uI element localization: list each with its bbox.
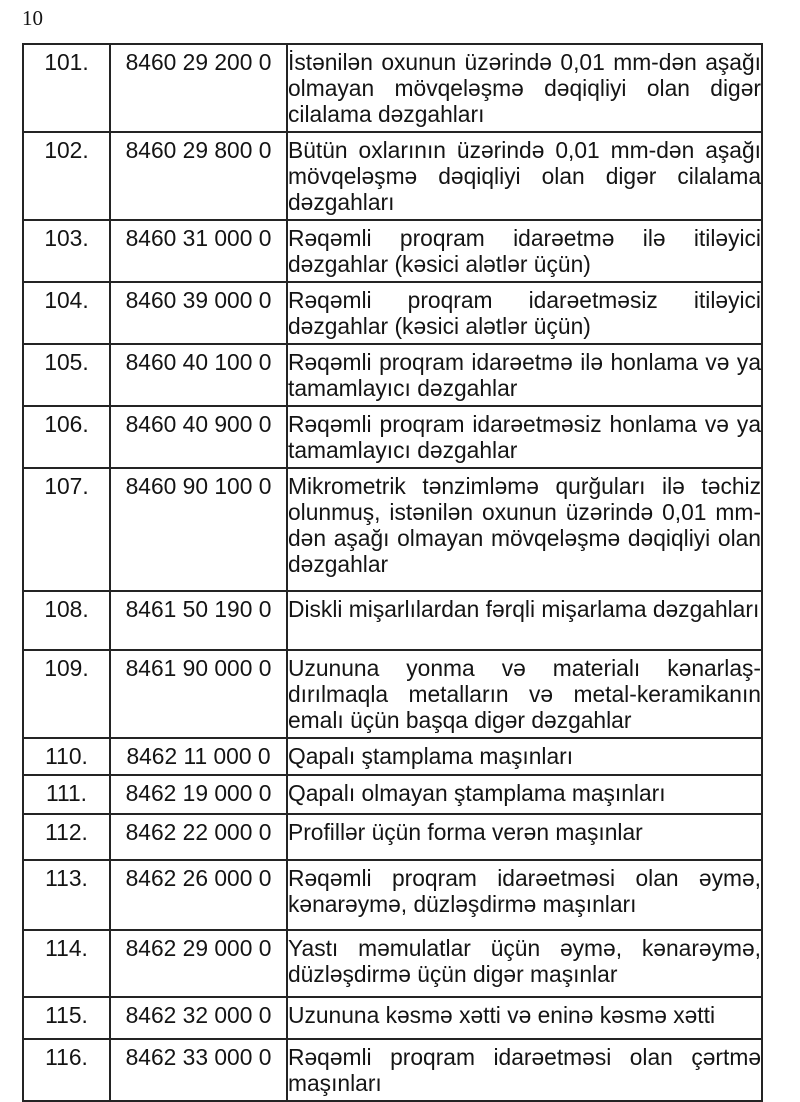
table-row bbox=[23, 650, 762, 738]
row-number-cell: 112. bbox=[23, 814, 110, 860]
row-number-cell: 114. bbox=[23, 930, 110, 997]
commodity-code-cell: 8460 31 000 0 bbox=[110, 220, 287, 282]
commodity-code-cell: 8460 40 900 0 bbox=[110, 406, 287, 468]
commodity-code-cell: 8462 29 000 0 bbox=[110, 930, 287, 997]
description-cell: İstənilən oxunun üzərində 0,01 mm-dən aşağı olmayan mövqeləşmə dəqiqliyi olan digər cilalama dəzgahları bbox=[287, 44, 762, 132]
description-cell: Diskli mişarlılardan fərqli mişarlama dəzgahları bbox=[287, 591, 762, 650]
description-cell: Uzununa kəsmə xətti və eninə kəsmə xətti bbox=[287, 997, 762, 1039]
row-number-cell: 105. bbox=[23, 344, 110, 406]
row-number-cell: 107. bbox=[23, 468, 110, 591]
table-row bbox=[23, 406, 762, 468]
commodity-code-cell: 8462 11 000 0 bbox=[110, 738, 287, 775]
row-number-cell: 111. bbox=[23, 775, 110, 814]
commodity-code-cell: 8460 29 200 0 bbox=[110, 44, 287, 132]
description-cell: Bütün oxlarının üzərində 0,01 mm-dən aşağı mövqeləşmə dəqiqliyi olan digər cilalama dəzgahları bbox=[287, 132, 762, 220]
row-number-cell: 115. bbox=[23, 997, 110, 1039]
commodity-code-cell: 8462 22 000 0 bbox=[110, 814, 287, 860]
row-number-cell: 102. bbox=[23, 132, 110, 220]
commodity-code-cell: 8460 39 000 0 bbox=[110, 282, 287, 344]
row-number-cell: 108. bbox=[23, 591, 110, 650]
description-cell: Uzununa yonma və materialı kənarlaş-dırılmaqla metalların və metal-keramikanın emalı üçün başqa digər dəzgahlar bbox=[287, 650, 762, 738]
description-cell: Profillər üçün forma verən maşınlar bbox=[287, 814, 762, 860]
row-number-cell: 109. bbox=[23, 650, 110, 738]
description-cell: Rəqəmli proqram idarəetmə ilə itiləyici dəzgahlar (kəsici alətlər üçün) bbox=[287, 220, 762, 282]
commodity-code-cell: 8462 33 000 0 bbox=[110, 1039, 287, 1101]
commodity-codes-table bbox=[22, 43, 763, 1102]
commodity-code-cell: 8461 90 000 0 bbox=[110, 650, 287, 738]
table-row bbox=[23, 282, 762, 344]
table-row bbox=[23, 468, 762, 591]
row-number-cell: 103. bbox=[23, 220, 110, 282]
commodity-code-cell: 8462 19 000 0 bbox=[110, 775, 287, 814]
table-row bbox=[23, 738, 762, 775]
description-cell: Rəqəmli proqram idarəetməsiz honlama və ya tamamlayıcı dəzgahlar bbox=[287, 406, 762, 468]
table-row bbox=[23, 220, 762, 282]
page-number: 10 bbox=[22, 6, 43, 30]
row-number-cell: 106. bbox=[23, 406, 110, 468]
commodity-code-cell: 8462 32 000 0 bbox=[110, 997, 287, 1039]
table-row bbox=[23, 814, 762, 860]
description-cell: Qapalı olmayan ştamplama maşınları bbox=[287, 775, 762, 814]
commodity-code-cell: 8460 29 800 0 bbox=[110, 132, 287, 220]
row-number-cell: 104. bbox=[23, 282, 110, 344]
commodity-code-cell: 8461 50 190 0 bbox=[110, 591, 287, 650]
row-number-cell: 101. bbox=[23, 44, 110, 132]
table-row bbox=[23, 997, 762, 1039]
table-row bbox=[23, 930, 762, 997]
commodity-code-cell: 8462 26 000 0 bbox=[110, 860, 287, 930]
table-row bbox=[23, 860, 762, 930]
commodity-code-cell: 8460 90 100 0 bbox=[110, 468, 287, 591]
description-cell: Rəqəmli proqram idarəetməsiz itiləyici dəzgahlar (kəsici alətlər üçün) bbox=[287, 282, 762, 344]
table-row bbox=[23, 344, 762, 406]
codes-table-body bbox=[23, 44, 762, 1101]
table-row bbox=[23, 591, 762, 650]
description-cell: Yastı məmulatlar üçün əymə, kənarəymə, düzləşdirmə üçün digər maşınlar bbox=[287, 930, 762, 997]
table-row bbox=[23, 775, 762, 814]
description-cell: Rəqəmli proqram idarəetməsi olan çərtmə maşınları bbox=[287, 1039, 762, 1101]
description-cell: Qapalı ştamplama maşınları bbox=[287, 738, 762, 775]
table-row bbox=[23, 1039, 762, 1101]
row-number-cell: 116. bbox=[23, 1039, 110, 1101]
row-number-cell: 113. bbox=[23, 860, 110, 930]
row-number-cell: 110. bbox=[23, 738, 110, 775]
description-cell: Rəqəmli proqram idarəetmə ilə honlama və ya tamamlayıcı dəzgahlar bbox=[287, 344, 762, 406]
description-cell: Mikrometrik tənzimləmə qurğuları ilə təchiz olunmuş, istənilən oxunun üzərində 0,01 mm-dən aşağı olmayan mövqeləşmə dəqiqliyi olan dəzgahlar bbox=[287, 468, 762, 591]
table-row bbox=[23, 132, 762, 220]
commodity-code-cell: 8460 40 100 0 bbox=[110, 344, 287, 406]
table-row bbox=[23, 44, 762, 132]
description-cell: Rəqəmli proqram idarəetməsi olan əymə, kənarəymə, düzləşdirmə maşınları bbox=[287, 860, 762, 930]
